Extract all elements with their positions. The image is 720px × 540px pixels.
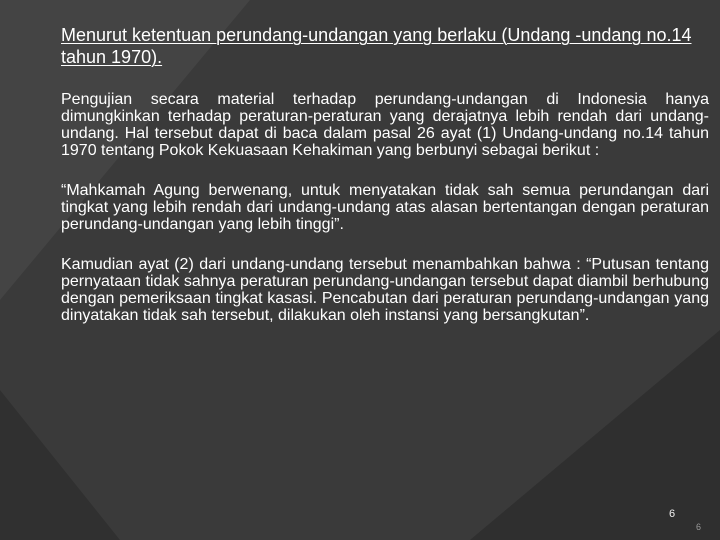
page-number: 6: [669, 508, 676, 520]
slide-content: [61, 24, 709, 324]
paragraph-ayat-2: Kamudian ayat (2) dari undang-undang tersebut menambahkan bahwa : “Putusan tentang pernyataan tidak sahnya peraturan perundang-undangan tersebut dapat diambil berhubung dengan pemeriksaan tingkat kasasi. Pencabutan dari peraturan perundang-undangan yang dinyatakan tidak sah tersebut, dilakukan oleh instansi yang bersangkutan”.: [61, 256, 709, 324]
slide-title: Menurut ketentuan perundang-undangan yang berlaku (Undang -undang no.14 tahun 1970).: [61, 25, 692, 67]
background-shape-bottom-left: [0, 390, 120, 540]
paragraph-pengujian: Pengujian secara material terhadap perundang-undangan di Indonesia hanya dimungkinkan terhadap peraturan-peraturan yang derajatnya lebih rendah dari undang-undang. Hal tersebut dapat di baca dalam pasal 26 ayat (1) Undang-undang no.14 tahun 1970 tentang Pokok Kekuasaan Kehakiman yang berbunyi sebagai berikut :: [61, 91, 709, 159]
paragraph-quote-mahkamah: “Mahkamah Agung berwenang, untuk menyatakan tidak sah semua perundangan dari tingkat yang lebih rendah dari undang-undang atas alasan bertentangan dengan peraturan perundang-undangan yang lebih tinggi”.: [61, 182, 709, 233]
background-shape-bottom-right: [470, 330, 720, 540]
page-number-footer: 6: [696, 522, 702, 532]
